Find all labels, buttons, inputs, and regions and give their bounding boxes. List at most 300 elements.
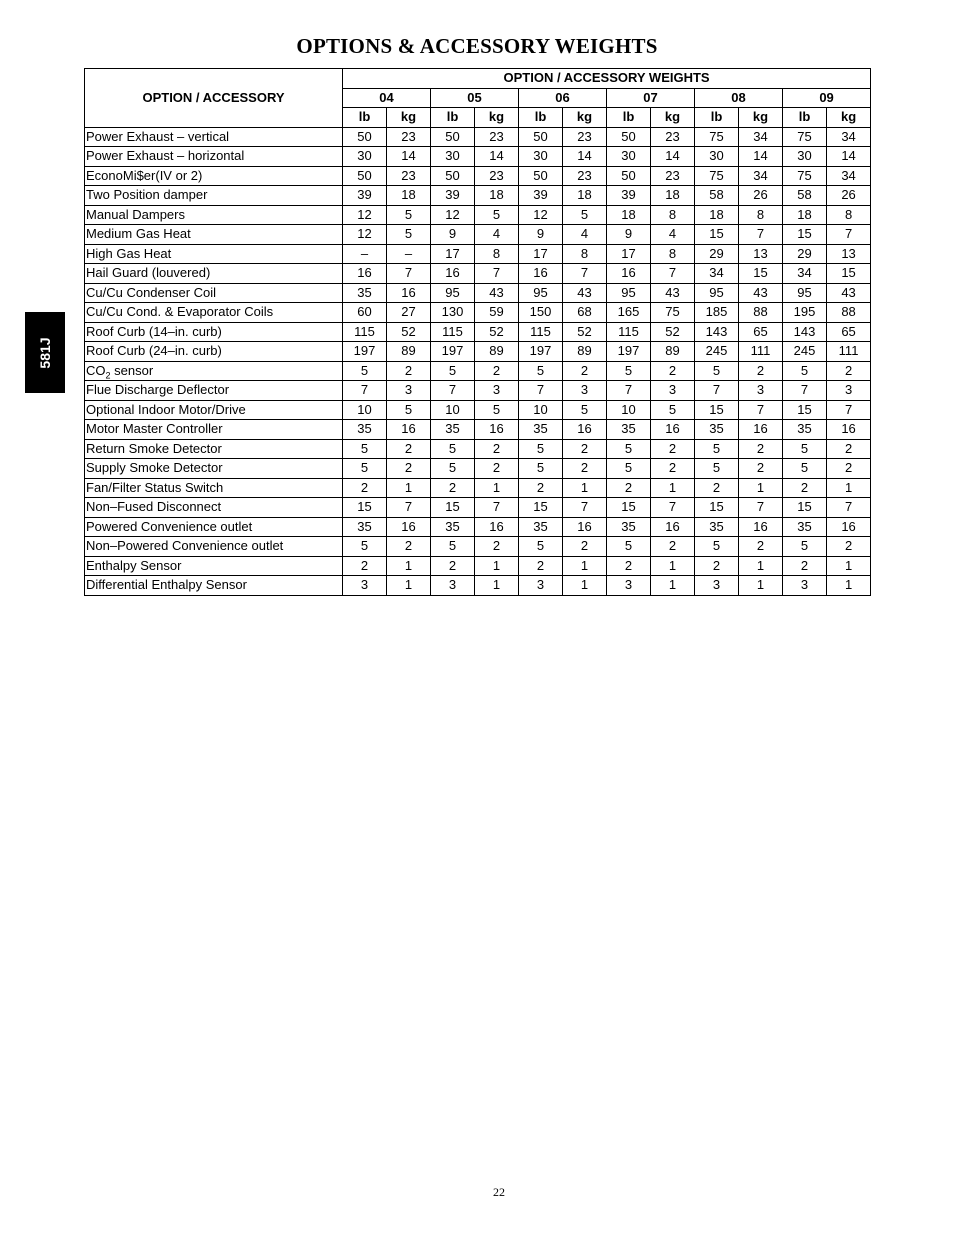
weight-cell: 75	[695, 166, 739, 186]
weight-cell: 2	[475, 361, 519, 381]
option-name: Powered Convenience outlet	[86, 518, 253, 534]
weight-cell: 35	[695, 420, 739, 440]
weight-cell: 7	[651, 498, 695, 518]
size-header-cell: 05	[431, 88, 519, 108]
weight-cell: 111	[827, 342, 871, 362]
weight-cell: 88	[739, 303, 783, 323]
weight-cell: 15	[343, 498, 387, 518]
weight-cell: 15	[519, 498, 563, 518]
weight-cell: 16	[739, 517, 783, 537]
weight-cell: 12	[343, 205, 387, 225]
weight-cell: 3	[651, 381, 695, 401]
weight-cell: 18	[651, 186, 695, 206]
weight-cell: 26	[739, 186, 783, 206]
weight-cell: 2	[519, 478, 563, 498]
weight-cell: 52	[387, 322, 431, 342]
weight-cell: 7	[387, 498, 431, 518]
table-row	[85, 244, 871, 264]
weight-cell: 34	[783, 264, 827, 284]
weight-cell: 5	[519, 361, 563, 381]
weight-cell: 7	[695, 381, 739, 401]
weight-cell: 52	[475, 322, 519, 342]
weight-cell: 89	[563, 342, 607, 362]
weight-cell: 5	[475, 400, 519, 420]
weight-cell: 8	[651, 205, 695, 225]
option-name-cell	[85, 147, 343, 167]
weight-cell: 23	[563, 127, 607, 147]
option-name-cell	[85, 420, 343, 440]
weight-cell: 16	[519, 264, 563, 284]
weight-cell: 10	[343, 400, 387, 420]
table-row	[85, 556, 871, 576]
weight-cell: 15	[695, 498, 739, 518]
weight-cell: 35	[343, 517, 387, 537]
table-row	[85, 127, 871, 147]
weight-cell: –	[343, 244, 387, 264]
option-name-cell	[85, 576, 343, 596]
weight-cell: 14	[651, 147, 695, 167]
weight-cell: 18	[695, 205, 739, 225]
option-name-cell	[85, 498, 343, 518]
size-header-cell: 06	[519, 88, 607, 108]
weight-cell: 34	[827, 166, 871, 186]
weight-cell: 7	[563, 264, 607, 284]
weight-cell: 2	[475, 459, 519, 479]
weight-cell: 13	[827, 244, 871, 264]
weight-cell: 5	[343, 459, 387, 479]
weight-cell: 30	[607, 147, 651, 167]
weight-cell: 15	[739, 264, 783, 284]
weight-cell: 1	[387, 576, 431, 596]
option-name-cell	[85, 225, 343, 245]
weight-cell: 143	[695, 322, 739, 342]
table-row	[85, 439, 871, 459]
weight-cell: 50	[343, 166, 387, 186]
unit-header-cell: lb	[431, 108, 475, 128]
weight-cell: 1	[387, 556, 431, 576]
weight-cell: 16	[827, 420, 871, 440]
weight-cell: 3	[783, 576, 827, 596]
weight-cell: 18	[563, 186, 607, 206]
weight-cell: 1	[563, 576, 607, 596]
weight-cell: 1	[739, 556, 783, 576]
weight-cell: 3	[739, 381, 783, 401]
weight-cell: 16	[387, 420, 431, 440]
weight-cell: 143	[783, 322, 827, 342]
weight-cell: 7	[739, 498, 783, 518]
weight-cell: 29	[783, 244, 827, 264]
weight-cell: 10	[431, 400, 475, 420]
size-header-cell: 04	[343, 88, 431, 108]
weight-cell: 35	[783, 517, 827, 537]
table-row	[85, 498, 871, 518]
weight-cell: 14	[739, 147, 783, 167]
weight-cell: 15	[431, 498, 475, 518]
weight-cell: 1	[475, 556, 519, 576]
weight-cell: 5	[343, 439, 387, 459]
weight-cell: 5	[695, 361, 739, 381]
table-row	[85, 400, 871, 420]
weight-cell: 75	[695, 127, 739, 147]
option-name: Cu/Cu Condenser Coil	[86, 284, 217, 300]
weight-cell: 16	[827, 517, 871, 537]
weight-cell: 14	[827, 147, 871, 167]
weight-cell: 35	[695, 517, 739, 537]
weight-cell: 75	[651, 303, 695, 323]
table-row	[85, 147, 871, 167]
weight-cell: 115	[431, 322, 475, 342]
table-row	[85, 361, 871, 381]
weight-cell: 2	[739, 361, 783, 381]
weight-cell: 5	[387, 400, 431, 420]
option-name-cell	[85, 205, 343, 225]
weight-cell: 1	[827, 576, 871, 596]
weight-cell: 2	[783, 478, 827, 498]
weight-cell: 7	[739, 225, 783, 245]
option-name: Non–Fused Disconnect	[86, 499, 222, 515]
weight-cell: 50	[607, 127, 651, 147]
weight-cell: 1	[651, 478, 695, 498]
weight-cell: 7	[343, 381, 387, 401]
unit-header-cell: kg	[563, 108, 607, 128]
weight-cell: 197	[343, 342, 387, 362]
weight-cell: 2	[343, 478, 387, 498]
weight-cell: 89	[651, 342, 695, 362]
weight-cell: 2	[827, 439, 871, 459]
weight-cell: 1	[475, 478, 519, 498]
weight-cell: 5	[695, 537, 739, 557]
weight-cell: 16	[431, 264, 475, 284]
option-name: Flue Discharge Deflector	[86, 382, 230, 398]
weight-cell: 2	[387, 537, 431, 557]
option-name-cell	[85, 186, 343, 206]
weight-cell: 5	[519, 439, 563, 459]
weight-cell: 23	[651, 127, 695, 147]
weight-cell: 5	[431, 459, 475, 479]
unit-header-cell: lb	[783, 108, 827, 128]
weight-cell: 39	[343, 186, 387, 206]
weight-cell: 10	[607, 400, 651, 420]
weight-cell: 5	[651, 400, 695, 420]
weight-cell: 23	[475, 127, 519, 147]
option-name: Fan/Filter Status Switch	[86, 479, 224, 495]
weight-cell: 5	[563, 400, 607, 420]
weight-cell: 3	[431, 576, 475, 596]
weight-cell: 9	[607, 225, 651, 245]
option-name: CO	[86, 362, 106, 378]
weight-cell: 16	[651, 517, 695, 537]
weight-cell: 16	[563, 517, 607, 537]
weight-cell: 5	[607, 361, 651, 381]
table-body	[85, 127, 871, 595]
weight-cell: 5	[783, 361, 827, 381]
weight-cell: 39	[607, 186, 651, 206]
weight-cell: 15	[695, 400, 739, 420]
weight-cell: 197	[519, 342, 563, 362]
weight-cell: 165	[607, 303, 651, 323]
weight-cell: 5	[519, 459, 563, 479]
weight-cell: 5	[695, 439, 739, 459]
weight-cell: 89	[387, 342, 431, 362]
option-name-cell	[85, 439, 343, 459]
table-header	[85, 69, 871, 128]
weight-cell: 14	[475, 147, 519, 167]
weight-cell: 3	[607, 576, 651, 596]
weight-cell: 43	[827, 283, 871, 303]
weight-cell: 1	[827, 556, 871, 576]
weight-cell: 50	[343, 127, 387, 147]
weight-cell: 16	[475, 517, 519, 537]
weight-cell: 30	[343, 147, 387, 167]
page-number: 22	[493, 1185, 505, 1199]
table-row	[85, 576, 871, 596]
option-name: EconoMi$er(IV or 2)	[86, 167, 203, 183]
weight-cell: 5	[607, 439, 651, 459]
weight-cell: 75	[783, 166, 827, 186]
table-row	[85, 381, 871, 401]
weight-cell: 5	[783, 537, 827, 557]
weight-cell: 5	[431, 439, 475, 459]
weight-cell: 13	[739, 244, 783, 264]
weight-cell: 18	[387, 186, 431, 206]
weight-cell: 7	[651, 264, 695, 284]
weight-cell: 8	[651, 244, 695, 264]
table-row	[85, 420, 871, 440]
unit-header-cell: lb	[343, 108, 387, 128]
weight-cell: 2	[563, 459, 607, 479]
weight-cell: 23	[563, 166, 607, 186]
weight-cell: 68	[563, 303, 607, 323]
option-name-cell	[85, 556, 343, 576]
table-row	[85, 205, 871, 225]
weight-cell: 2	[431, 556, 475, 576]
weight-cell: 1	[739, 478, 783, 498]
weight-cell: 4	[563, 225, 607, 245]
table-row	[85, 283, 871, 303]
weight-cell: 2	[387, 459, 431, 479]
unit-header-cell: lb	[607, 108, 651, 128]
option-name: High Gas Heat	[86, 245, 172, 261]
weight-cell: 34	[695, 264, 739, 284]
weight-cell: 7	[607, 381, 651, 401]
weight-cell: –	[387, 244, 431, 264]
option-name-cell	[85, 361, 343, 381]
weight-cell: 15	[607, 498, 651, 518]
option-name: Supply Smoke Detector	[86, 460, 223, 476]
weight-cell: 2	[827, 459, 871, 479]
weight-cell: 75	[783, 127, 827, 147]
weight-cell: 5	[607, 459, 651, 479]
weight-cell: 2	[827, 537, 871, 557]
weight-cell: 59	[475, 303, 519, 323]
weight-cell: 95	[695, 283, 739, 303]
weight-cell: 29	[695, 244, 739, 264]
weight-cell: 88	[827, 303, 871, 323]
weight-cell: 1	[563, 478, 607, 498]
weight-cell: 60	[343, 303, 387, 323]
option-name-cell	[85, 322, 343, 342]
weight-cell: 3	[563, 381, 607, 401]
weight-cell: 9	[431, 225, 475, 245]
weight-cell: 12	[431, 205, 475, 225]
option-name: Power Exhaust – vertical	[86, 128, 230, 144]
option-name-cell	[85, 517, 343, 537]
table-row	[85, 342, 871, 362]
unit-header-cell: kg	[387, 108, 431, 128]
weight-cell: 15	[695, 225, 739, 245]
weight-cell: 16	[387, 283, 431, 303]
weight-cell: 7	[475, 264, 519, 284]
weight-cell: 8	[563, 244, 607, 264]
weight-cell: 16	[343, 264, 387, 284]
weight-cell: 8	[827, 205, 871, 225]
weight-cell: 15	[827, 264, 871, 284]
weight-cell: 10	[519, 400, 563, 420]
page-title: OPTIONS & ACCESSORY WEIGHTS	[296, 34, 658, 58]
option-name-cell	[85, 303, 343, 323]
weight-cell: 2	[431, 478, 475, 498]
weight-cell: 115	[519, 322, 563, 342]
weight-cell: 15	[783, 225, 827, 245]
option-name: Optional Indoor Motor/Drive	[86, 401, 246, 417]
weight-cell: 50	[519, 166, 563, 186]
option-name: Differential Enthalpy Sensor	[86, 577, 247, 593]
weight-cell: 2	[475, 537, 519, 557]
option-name-cell	[85, 244, 343, 264]
table-row	[85, 478, 871, 498]
weight-cell: 245	[783, 342, 827, 362]
side-tab	[25, 312, 65, 393]
weight-cell: 34	[739, 166, 783, 186]
weight-cell: 5	[607, 537, 651, 557]
weight-cell: 58	[783, 186, 827, 206]
weight-cell: 2	[695, 478, 739, 498]
weight-cell: 5	[343, 537, 387, 557]
weight-cell: 52	[651, 322, 695, 342]
weight-cell: 58	[695, 186, 739, 206]
table-row	[85, 537, 871, 557]
weight-cell: 50	[607, 166, 651, 186]
option-name-cell	[85, 283, 343, 303]
weight-cell: 7	[431, 381, 475, 401]
option-name: Medium Gas Heat	[86, 226, 191, 242]
weight-cell: 197	[607, 342, 651, 362]
unit-header-cell: kg	[651, 108, 695, 128]
weight-cell: 2	[387, 439, 431, 459]
weight-cell: 16	[387, 517, 431, 537]
weight-cell: 1	[827, 478, 871, 498]
weight-cell: 5	[563, 205, 607, 225]
option-name-cell	[85, 537, 343, 557]
weight-cell: 14	[387, 147, 431, 167]
option-name-subscript: 2	[105, 370, 111, 381]
weight-cell: 2	[563, 439, 607, 459]
weight-cell: 65	[739, 322, 783, 342]
weight-cell: 2	[651, 361, 695, 381]
unit-header-cell: kg	[475, 108, 519, 128]
weight-cell: 23	[387, 166, 431, 186]
weight-cell: 2	[343, 556, 387, 576]
weight-cell: 50	[519, 127, 563, 147]
weight-cell: 5	[343, 361, 387, 381]
weight-cell: 9	[519, 225, 563, 245]
table-row	[85, 166, 871, 186]
unit-header-cell: kg	[739, 108, 783, 128]
weight-cell: 34	[739, 127, 783, 147]
weight-cell: 1	[387, 478, 431, 498]
weight-cell: 2	[387, 361, 431, 381]
weight-cell: 95	[519, 283, 563, 303]
weight-cell: 43	[651, 283, 695, 303]
weight-cell: 2	[739, 537, 783, 557]
weight-cell: 7	[519, 381, 563, 401]
weight-cell: 3	[519, 576, 563, 596]
weight-cell: 2	[739, 439, 783, 459]
weight-cell: 16	[739, 420, 783, 440]
weight-cell: 5	[519, 537, 563, 557]
option-name: Non–Powered Convenience outlet	[86, 538, 284, 554]
unit-header-cell: lb	[519, 108, 563, 128]
weight-cell: 17	[607, 244, 651, 264]
weight-cell: 15	[783, 498, 827, 518]
option-name: Enthalpy Sensor	[86, 557, 182, 573]
weight-cell: 30	[519, 147, 563, 167]
size-header-cell: 08	[695, 88, 783, 108]
group-header-cell: OPTION / ACCESSORY WEIGHTS	[343, 69, 871, 89]
weight-cell: 2	[563, 537, 607, 557]
option-name: Hail Guard (louvered)	[86, 265, 211, 281]
weight-cell: 8	[475, 244, 519, 264]
weight-cell: 17	[431, 244, 475, 264]
weight-cell: 3	[343, 576, 387, 596]
option-name: Roof Curb (24–in. curb)	[86, 343, 222, 359]
weight-cell: 3	[387, 381, 431, 401]
weight-cell: 5	[783, 439, 827, 459]
weight-cell: 35	[607, 420, 651, 440]
weight-cell: 2	[783, 556, 827, 576]
weight-cell: 50	[431, 127, 475, 147]
weight-cell: 130	[431, 303, 475, 323]
weight-cell: 7	[475, 498, 519, 518]
option-name-cell	[85, 264, 343, 284]
option-name-cell	[85, 127, 343, 147]
table-row	[85, 517, 871, 537]
option-name-cell	[85, 342, 343, 362]
table-row	[85, 322, 871, 342]
weight-cell: 95	[607, 283, 651, 303]
weights-table	[84, 68, 871, 596]
weight-cell: 2	[739, 459, 783, 479]
side-tab-label: 581J	[37, 336, 53, 369]
weight-cell: 5	[695, 459, 739, 479]
weight-cell: 1	[475, 576, 519, 596]
option-name: Two Position damper	[86, 187, 208, 203]
weight-cell: 35	[783, 420, 827, 440]
option-name-cell	[85, 381, 343, 401]
option-name-cell	[85, 400, 343, 420]
table-row	[85, 186, 871, 206]
weight-cell: 17	[519, 244, 563, 264]
weight-cell: 2	[827, 361, 871, 381]
weight-cell: 65	[827, 322, 871, 342]
weight-cell: 89	[475, 342, 519, 362]
weight-cell: 197	[431, 342, 475, 362]
weight-cell: 16	[607, 264, 651, 284]
weight-cell: 2	[607, 478, 651, 498]
weight-cell: 3	[475, 381, 519, 401]
weight-cell: 7	[827, 498, 871, 518]
option-name-cell	[85, 478, 343, 498]
